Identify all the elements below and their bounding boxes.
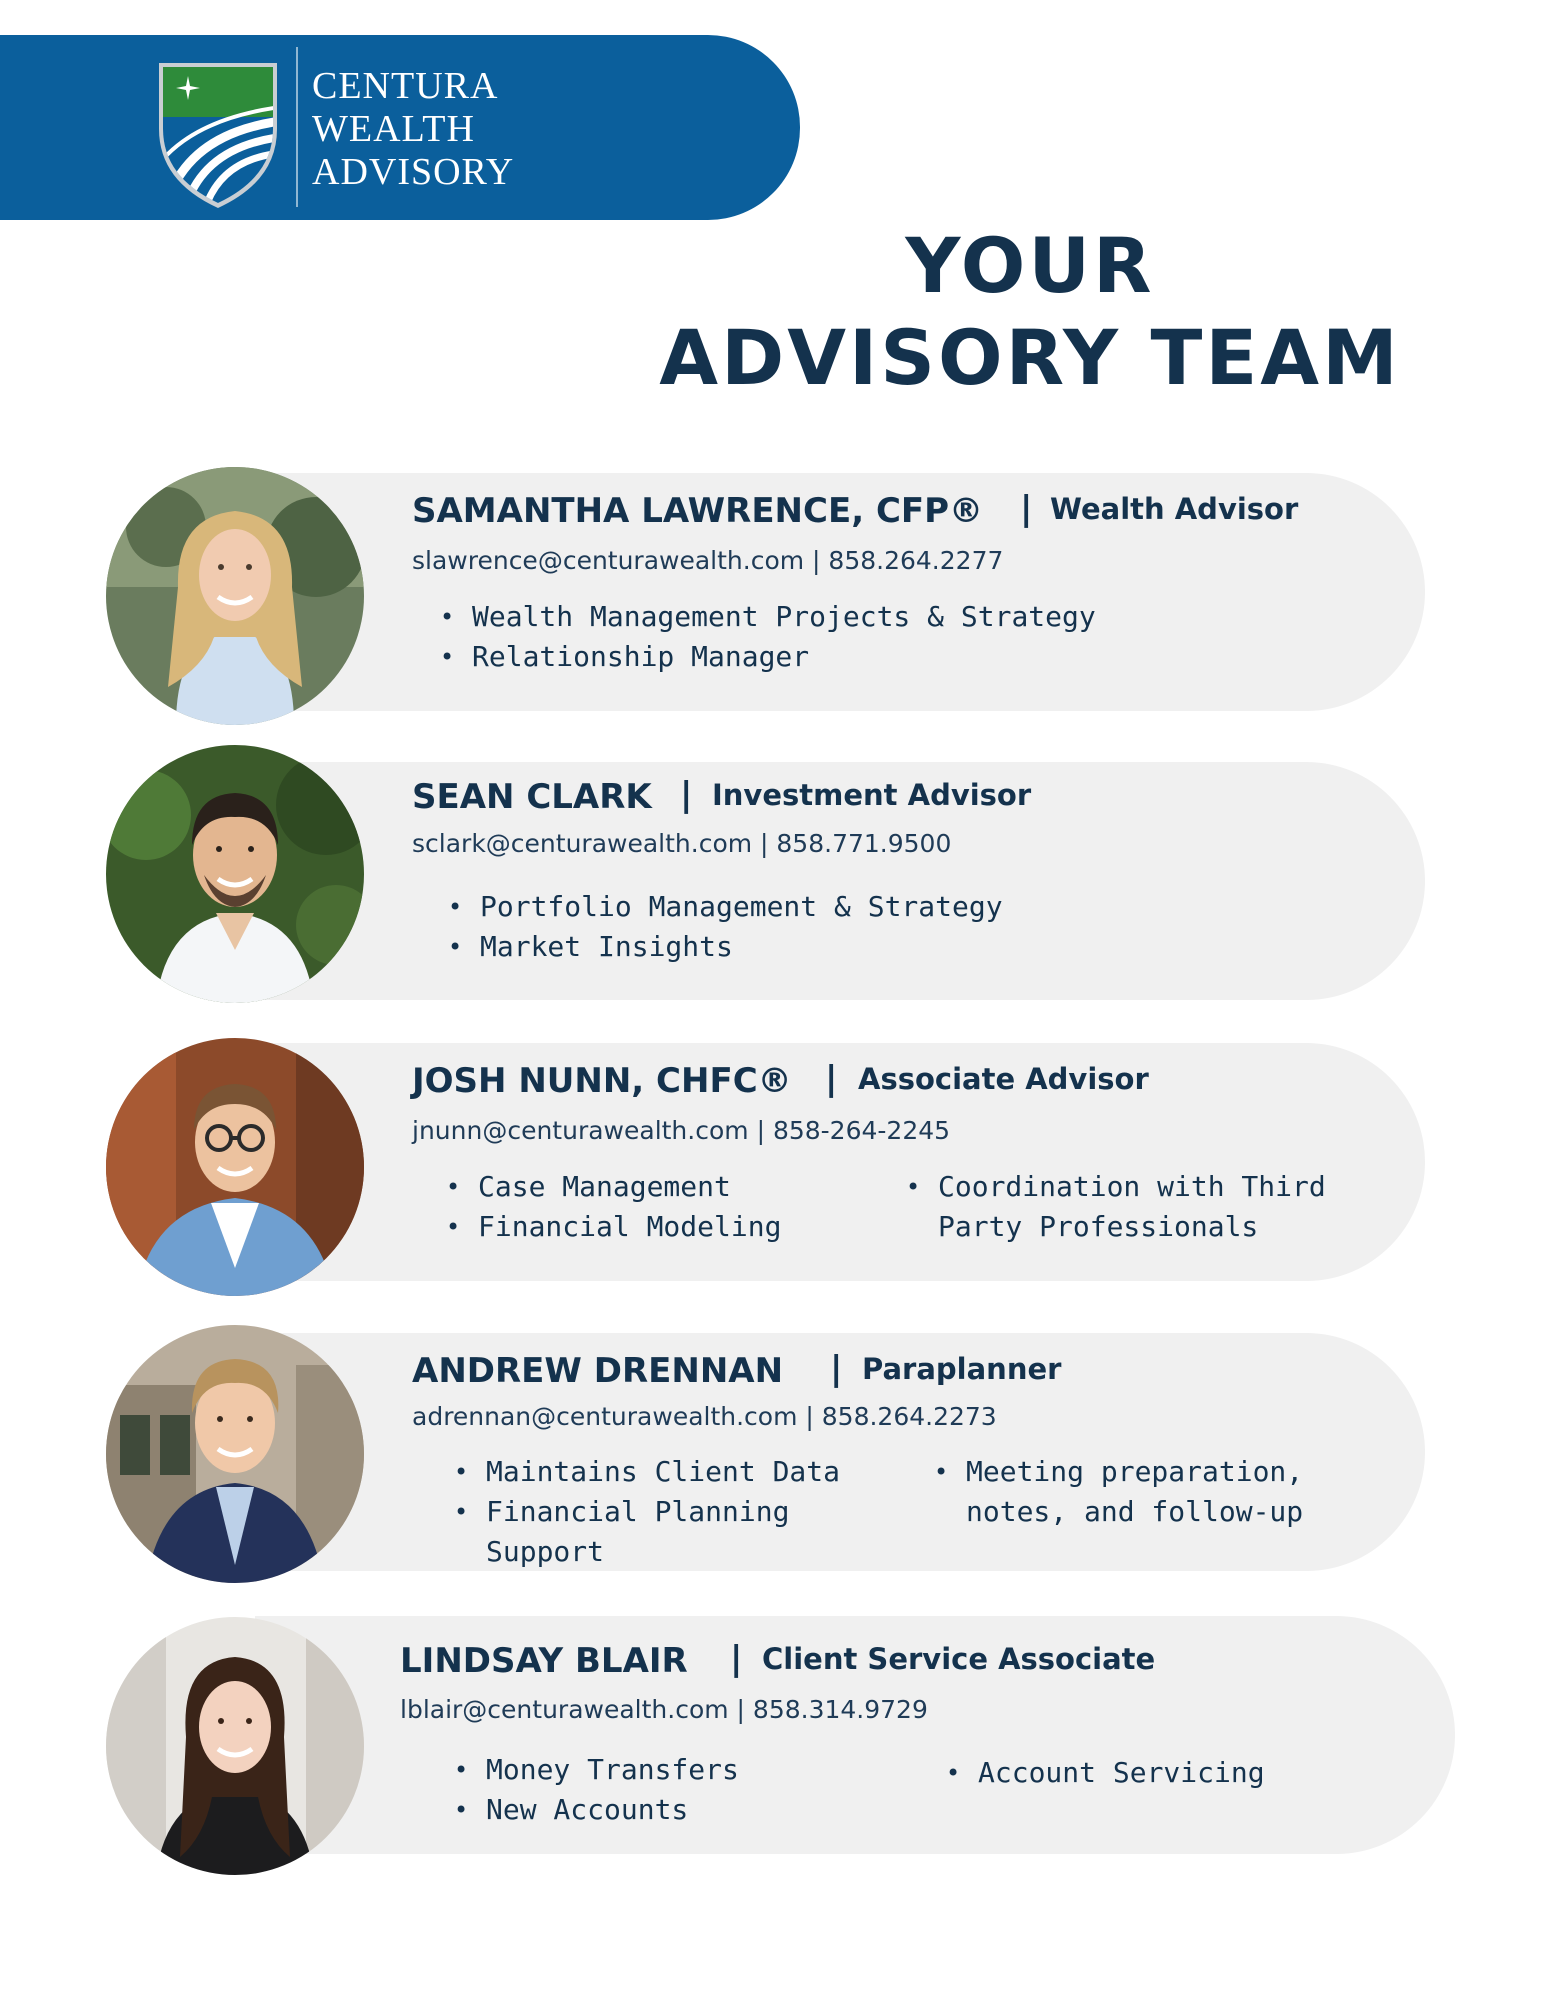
- member-separator-5: |: [730, 1639, 743, 1679]
- member-name-5: LINDSAY BLAIR: [400, 1641, 688, 1681]
- member-role-4: Paraplanner: [862, 1352, 1062, 1386]
- portrait-man-suit-icon: [106, 1325, 364, 1583]
- duty-item: • Meeting preparation, notes, and follow-up: [930, 1452, 1410, 1532]
- member-role-2: Investment Advisor: [712, 778, 1032, 812]
- duties-2-left: [444, 887, 1144, 967]
- duty-item: • Financial Modeling: [442, 1207, 862, 1247]
- duty-item: • Portfolio Management & Strategy: [444, 887, 1144, 927]
- member-name-4: ANDREW DRENNAN: [412, 1351, 784, 1391]
- member-photo-1: [106, 467, 364, 725]
- duty-item: • Maintains Client Data: [450, 1452, 910, 1492]
- member-photo-4: [106, 1325, 364, 1583]
- duty-item: • Coordination with Third Party Professionals: [902, 1167, 1402, 1247]
- portrait-woman-blonde-icon: [106, 467, 364, 725]
- duty-item: • Money Transfers: [450, 1750, 870, 1790]
- duties-3-left: [442, 1167, 862, 1247]
- page-title-line-1: YOUR: [905, 221, 1155, 310]
- member-contact-4[interactable]: adrennan@centurawealth.com | 858.264.2273: [412, 1402, 997, 1431]
- brand-banner: [0, 35, 800, 220]
- member-contact-1[interactable]: slawrence@centurawealth.com | 858.264.2277: [412, 546, 1004, 575]
- duties-1-left: [436, 597, 1136, 677]
- member-photo-2: [106, 745, 364, 1003]
- duties-4-right: [930, 1452, 1410, 1532]
- duties-4-left: [450, 1452, 910, 1572]
- member-name-3: JOSH NUNN, CHFC®: [412, 1061, 792, 1101]
- member-separator-2: |: [680, 775, 693, 815]
- brand-line-2: WEALTH: [312, 108, 475, 150]
- duties-5-left: [450, 1750, 870, 1830]
- member-photo-3: [106, 1038, 364, 1296]
- duty-item: • Wealth Management Projects & Strategy: [436, 597, 1136, 637]
- portrait-woman-dark-hair-icon: [106, 1617, 364, 1875]
- member-contact-2[interactable]: sclark@centurawealth.com | 858.771.9500: [412, 829, 952, 858]
- duties-3-right: [902, 1167, 1402, 1247]
- member-role-1: Wealth Advisor: [1050, 492, 1299, 526]
- portrait-man-glasses-icon: [106, 1038, 364, 1296]
- portrait-man-dark-hair-icon: [106, 745, 364, 1003]
- duty-item: • Account Servicing: [942, 1753, 1402, 1793]
- brand-name: [312, 65, 514, 194]
- duty-item: • New Accounts: [450, 1790, 870, 1830]
- member-name-1: SAMANTHA LAWRENCE, CFP®: [412, 491, 984, 531]
- brand-divider: [296, 47, 298, 207]
- duty-item: • Case Management: [442, 1167, 862, 1207]
- member-separator-4: |: [830, 1349, 843, 1389]
- member-separator-1: |: [1020, 489, 1033, 529]
- member-contact-5[interactable]: lblair@centurawealth.com | 858.314.9729: [400, 1695, 928, 1724]
- brand-line-1: CENTURA: [312, 65, 499, 107]
- duties-5-right: [942, 1753, 1402, 1793]
- member-name-2: SEAN CLARK: [412, 777, 652, 817]
- page-title: [640, 220, 1420, 404]
- duty-item: • Financial Planning Support: [450, 1492, 910, 1572]
- member-separator-3: |: [825, 1059, 838, 1099]
- member-role-3: Associate Advisor: [858, 1062, 1149, 1096]
- member-photo-5: [106, 1617, 364, 1875]
- duty-item: • Market Insights: [444, 927, 1144, 967]
- page-title-line-2: ADVISORY TEAM: [659, 313, 1401, 402]
- member-contact-3[interactable]: jnunn@centurawealth.com | 858-264-2245: [412, 1116, 951, 1145]
- duty-item: • Relationship Manager: [436, 637, 1136, 677]
- shield-logo-icon: [155, 59, 281, 209]
- brand-line-3: ADVISORY: [312, 151, 515, 193]
- member-role-5: Client Service Associate: [762, 1642, 1156, 1676]
